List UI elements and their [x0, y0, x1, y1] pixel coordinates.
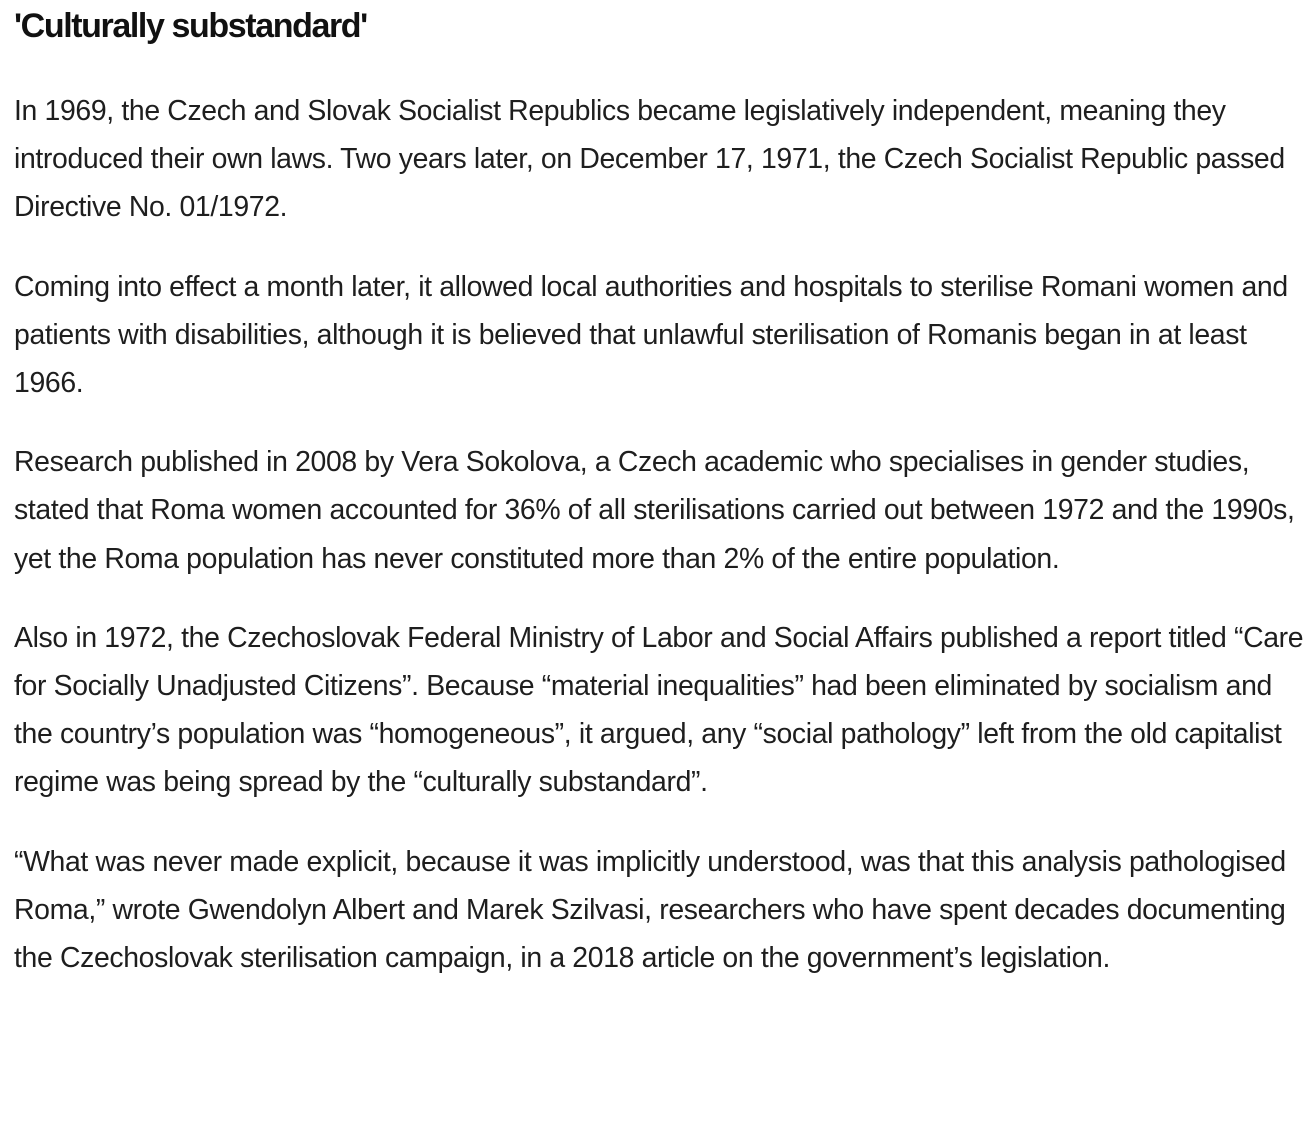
article-section [14, 0, 1310, 982]
paragraph-research-sokolova: Research published in 2008 by Vera Sokolova, a Czech academic who specialises in gender studies, stated that Roma women accounted for 36% of all sterilisations carried out between 1972 and the 1990s, yet the Roma population has never constituted more than 2% of the entire population. [14, 446, 1295, 575]
paragraph-sterilisation-effect: Coming into effect a month later, it allowed local authorities and hospitals to sterilise Romani women and patients with disabilities, although it is believed that unlawful sterilisation of Romanis began in at least 1966. [14, 270, 1288, 400]
paragraph-ministry-report: Also in 1972, the Czechoslovak Federal Ministry of Labor and Social Affairs published a report titled “Care for Socially Unadjusted Citizens”. Because “material inequalities” had been eliminated by socialism and the country’s population was “homogeneous”, it argued, any “social pathology” left from the old capitalist regime was being spread by the “culturally substandard”. [14, 621, 1304, 799]
paragraph-quote-albert-szilvasi: “What was never made explicit, because it was implicitly understood, was that this analysis pathologised Roma,” wrote Gwendolyn Albert and Marek Szilvasi, researchers who have spent decades documenting the Czechoslovak sterilisation campaign, in a 2018 article on the government’s legislation. [14, 845, 1286, 975]
section-heading: 'Culturally substandard' [14, 7, 367, 45]
paragraph-directive: In 1969, the Czech and Slovak Socialist Republics became legislatively independent, meaning they introduced their own laws. Two years later, on December 17, 1971, the Czech Socialist Republic passed Directive No. 01/1972. [14, 95, 1285, 224]
